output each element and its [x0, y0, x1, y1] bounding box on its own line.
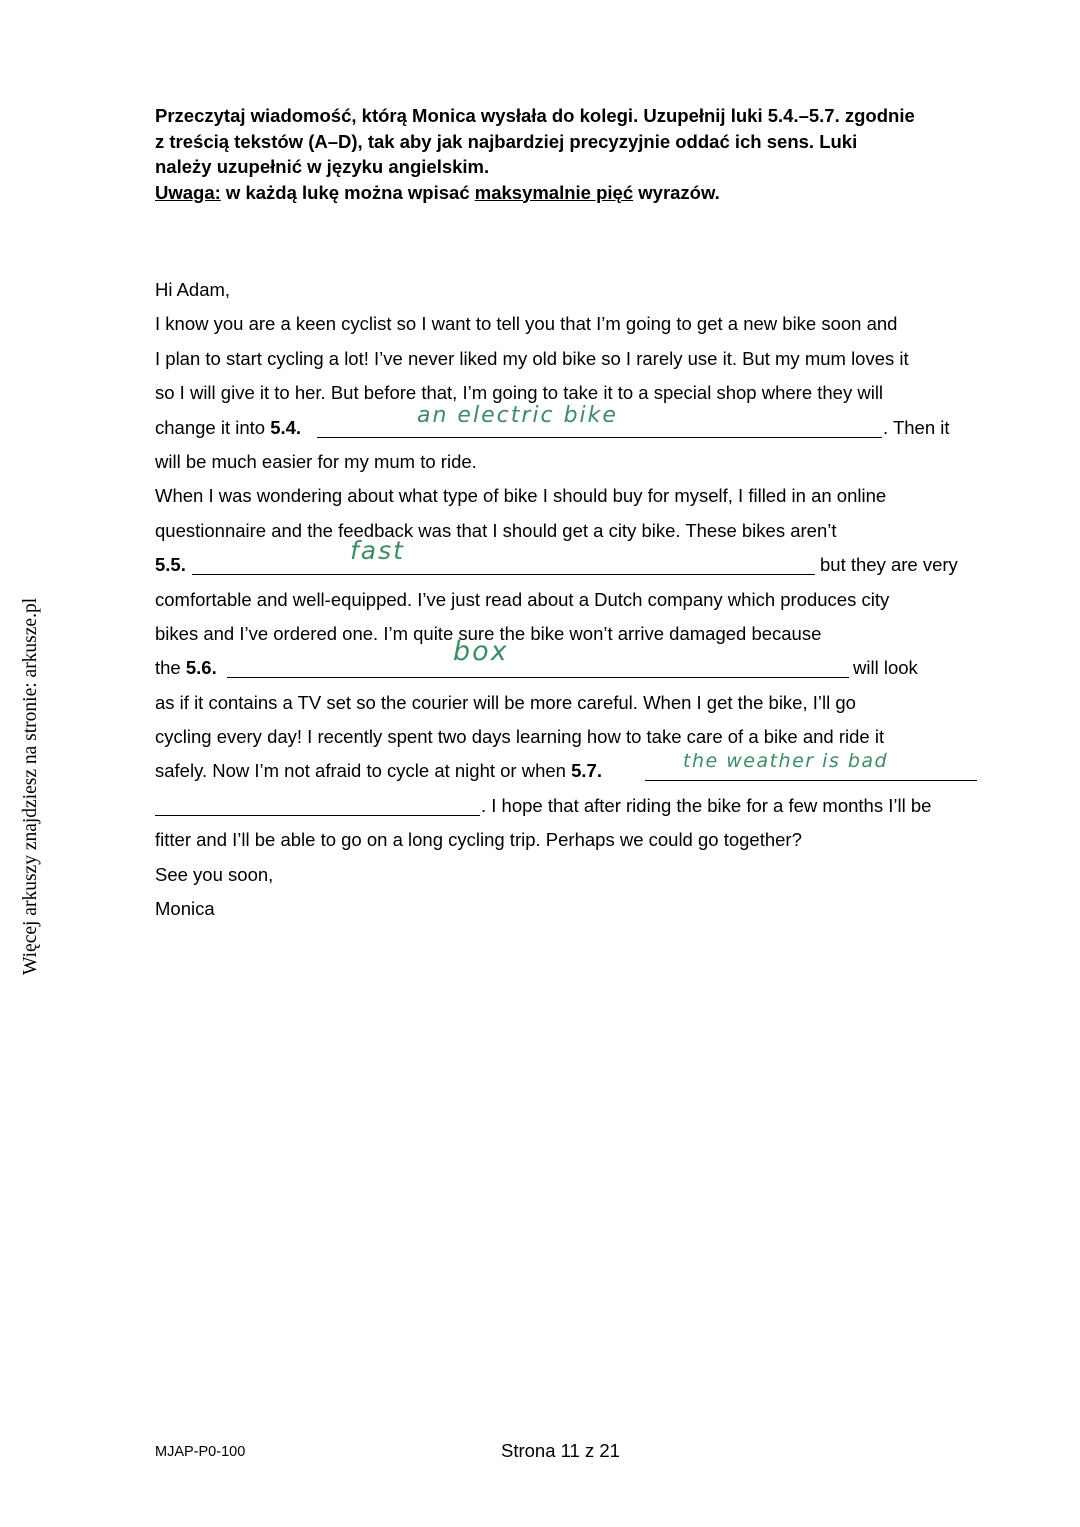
note-text: w każdą lukę można wpisać — [220, 181, 475, 203]
gap-line-5-6 — [155, 636, 985, 688]
gap-answer-5-6: box — [453, 636, 509, 668]
gap-line-5-7-continued — [155, 792, 985, 826]
gap-line-5-4 — [155, 402, 985, 448]
letter-line: I know you are a keen cyclist so I want to tell you that I’m going to get a new bike soon and — [155, 313, 898, 335]
task-instructions — [155, 103, 995, 205]
gap-line-5-7 — [155, 750, 985, 791]
gap-answer-5-5: fast — [350, 536, 405, 566]
letter-greeting: Hi Adam, — [155, 279, 231, 300]
instruction-note — [155, 180, 995, 206]
gap-answer-5-4: an electric bike — [417, 402, 618, 428]
gap-number-5-4: 5.4. — [270, 416, 302, 438]
letter-line: questionnaire and the feedback was that I should get a city bike. These bikes aren’t — [155, 519, 837, 541]
gap-number-5-5: 5.5. — [155, 554, 186, 576]
letter-body — [155, 276, 985, 929]
letter-line: the — [155, 657, 186, 679]
note-label: Uwaga: — [155, 181, 221, 203]
instruction-line: należy uzupełnić w języku angielskim. — [155, 156, 490, 177]
letter-line: fitter and I’ll be able to go on a long cycling trip. Perhaps we could go together? — [155, 829, 802, 851]
sidebar-watermark: Więcej arkuszy znajdziesz na stronie: arkusze.pl — [20, 597, 41, 975]
gap-blank-5-6[interactable] — [227, 654, 849, 678]
letter-line: so I will give it to her. But before that, I’m going to take it to a special shop where they will — [155, 382, 884, 404]
instruction-line: Przeczytaj wiadomość, którą Monica wysłała do kolegi. Uzupełnij luki 5.4.–5.7. zgodnie — [155, 105, 915, 126]
gap-blank-5-5[interactable] — [192, 551, 815, 575]
letter-line: bikes and I’ve ordered one. I’m quite sure the bike won’t arrive damaged because — [155, 622, 822, 644]
gap-answer-5-7: the weather is bad — [683, 750, 889, 773]
letter-line: change it into — [155, 416, 271, 438]
note-text-end: wyrazów. — [633, 181, 720, 203]
letter-line: as if it contains a TV set so the courier will be more careful. When I get the bike, I’ll go — [155, 691, 856, 713]
gap-number-5-6: 5.6. — [185, 657, 217, 679]
gap-blank-5-7-continued[interactable] — [155, 792, 480, 816]
gap-number-5-7: 5.7. — [571, 760, 602, 782]
letter-closing: See you soon, — [155, 863, 274, 885]
footer-exam-code: MJAP-P0-100 — [155, 1444, 246, 1460]
letter-line: will be much easier for my mum to ride. — [155, 450, 477, 472]
letter-line: will look — [853, 657, 918, 679]
letter-line: cycling every day! I recently spent two days learning how to take care of a bike and ride it — [155, 726, 885, 748]
letter-line: I plan to start cycling a lot! I’ve never liked my old bike so I rarely use it. But my mum loves it — [155, 347, 909, 369]
footer-page-number: Strona 11 z 21 — [501, 1440, 620, 1461]
note-emphasis: maksymalnie pięć — [474, 181, 634, 203]
letter-line: . I hope that after riding the bike for a few months I’ll be — [481, 794, 932, 816]
letter-line: but they are very — [820, 554, 958, 576]
instruction-line: z treścią tekstów (A–D), tak aby jak najbardziej precyzyjnie oddać ich sens. Luki — [155, 130, 858, 152]
letter-line: . Then it — [883, 416, 950, 438]
letter-signature: Monica — [155, 898, 215, 920]
gap-line-5-5 — [155, 536, 985, 585]
letter-line: safely. Now I’m not afraid to cycle at night or when — [155, 760, 572, 782]
letter-line: When I was wondering about what type of bike I should buy for myself, I filled in an online — [155, 485, 887, 507]
letter-line: comfortable and well-equipped. I’ve just read about a Dutch company which produces city — [155, 588, 890, 610]
